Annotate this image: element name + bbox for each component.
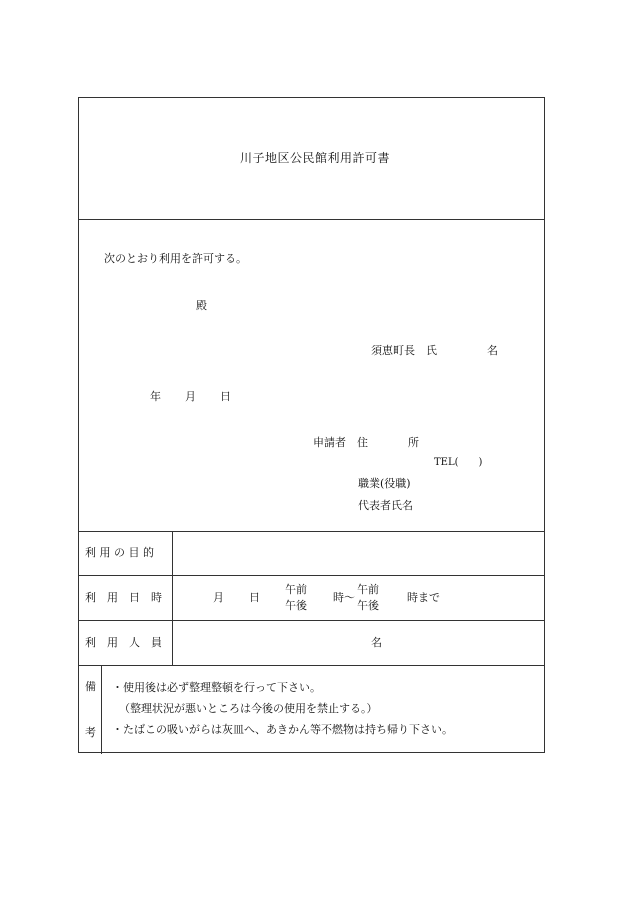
notes-label-bottom: 考 <box>85 726 96 739</box>
form-title: 川子地区公民館利用許可書 <box>239 151 390 165</box>
datetime-am-1: 午前 <box>285 583 307 596</box>
applicant-label: 申請者 <box>313 436 346 449</box>
divider-purpose <box>79 575 544 576</box>
applicant-representative: 代表者氏名 <box>358 499 413 512</box>
row-label-divider <box>172 531 173 665</box>
permit-form <box>78 97 545 753</box>
issuer-name-suffix: 名 <box>487 344 498 357</box>
datetime-pm-1: 午後 <box>285 599 307 612</box>
datetime-label: 利 用 日 時 <box>85 591 162 604</box>
notes-label-top: 備 <box>85 680 96 693</box>
honorific: 殿 <box>196 299 207 312</box>
notes-label-divider <box>101 665 102 754</box>
date-day: 日 <box>220 390 231 403</box>
applicant-occupation: 職業(役職) <box>358 477 411 490</box>
intro-text: 次のとおり利用を許可する。 <box>104 252 247 265</box>
date-year: 年 <box>150 390 161 403</box>
people-unit: 名 <box>371 636 382 649</box>
divider-title <box>79 219 544 220</box>
applicant-address-1: 住 <box>357 436 368 449</box>
divider-body <box>79 531 544 532</box>
issuer-title: 須恵町長 氏 <box>371 344 437 357</box>
notes-item-1: ・使用後は必ず整理整頓を行って下さい。 <box>112 681 321 694</box>
divider-datetime <box>79 620 544 621</box>
datetime-until: 時まで <box>407 591 440 604</box>
datetime-month: 月 <box>213 591 224 604</box>
people-label: 利 用 人 員 <box>85 636 162 649</box>
date-month: 月 <box>185 390 196 403</box>
datetime-from: 時～ <box>333 591 355 604</box>
datetime-day: 日 <box>249 591 260 604</box>
notes-item-2: （整理状況が悪いところは今後の使用を禁止する。） <box>119 702 378 715</box>
divider-people <box>79 665 544 666</box>
applicant-address-2: 所 <box>408 436 419 449</box>
notes-item-3: ・たばこの吸いがらは灰皿へ、あきかん等不燃物は持ち帰り下さい。 <box>112 723 453 736</box>
datetime-pm-2: 午後 <box>357 599 379 612</box>
datetime-am-2: 午前 <box>357 583 379 596</box>
purpose-label: 利 用 の 目 的 <box>85 546 154 559</box>
applicant-tel: TEL( ) <box>434 457 483 468</box>
